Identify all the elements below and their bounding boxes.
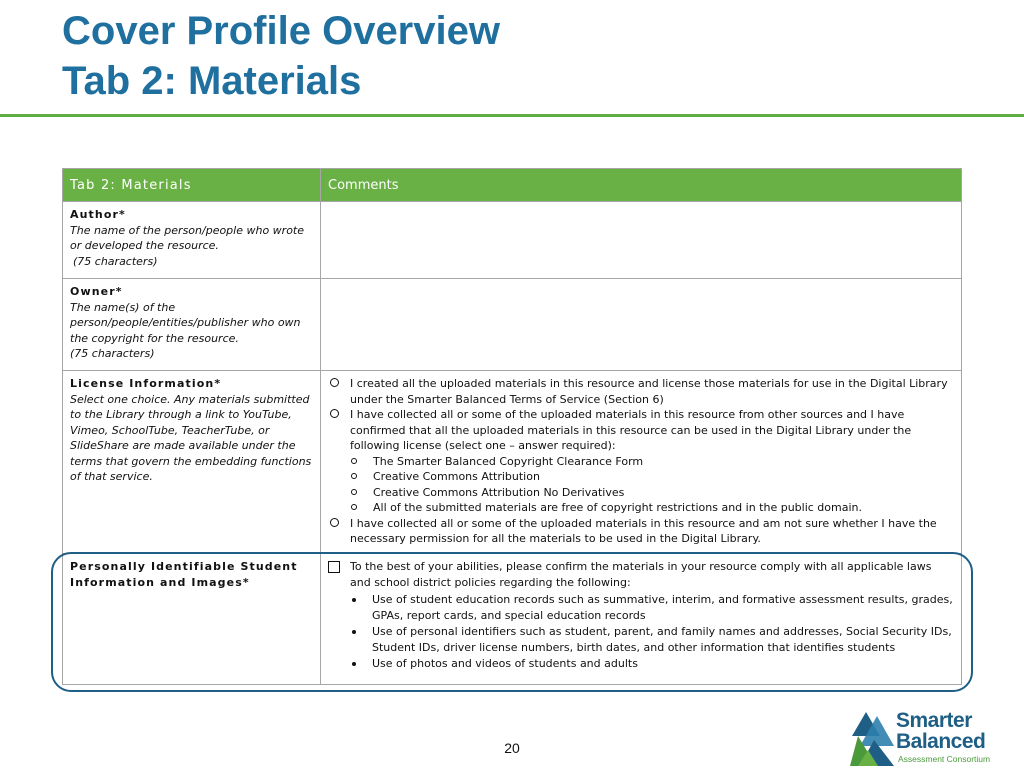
sub-option-marker-icon <box>351 504 357 510</box>
license-option-2[interactable] <box>350 407 954 516</box>
author-cell <box>63 202 321 279</box>
title-line-2: Tab 2: Materials <box>62 59 362 103</box>
title-divider <box>0 114 1024 117</box>
row-pii <box>63 554 962 685</box>
owner-cell <box>63 279 321 371</box>
sub-option-marker-icon <box>351 473 357 479</box>
page-number: 20 <box>504 740 520 756</box>
pii-bullet <box>372 656 954 672</box>
row-owner <box>63 279 962 371</box>
radio-icon[interactable] <box>330 518 339 527</box>
license-description: Select one choice. Any materials submitted to the Library through a link to YouTube, Vimeo, SchoolTube, TeacherTube, or SlideShare are made available under the terms that govern the embedding functions of that service. <box>70 392 312 483</box>
header-tab-materials: Tab 2: Materials <box>63 169 321 202</box>
bullet-icon <box>352 630 356 634</box>
sub-option-label: Creative Commons Attribution <box>373 470 540 483</box>
table-header-row <box>63 169 962 202</box>
pii-content-cell <box>321 554 962 685</box>
owner-description: The name(s) of the person/people/entities/publisher who own the copyright for the resource. <box>70 300 301 345</box>
pii-bullets <box>328 592 954 672</box>
license-option-label: I have collected all or some of the uploaded materials in this resource and am not sure whether I have the necessary permission for all the materials to be used in the Digital Library. <box>350 516 937 545</box>
license-options <box>328 376 954 547</box>
radio-icon[interactable] <box>330 409 339 418</box>
owner-limit: (75 characters) <box>70 347 155 360</box>
logo-word-balanced: Balanced <box>896 730 986 753</box>
bullet-icon <box>352 662 356 666</box>
sub-option-3[interactable] <box>373 485 954 501</box>
license-label: License Information* <box>70 377 222 390</box>
row-author <box>63 202 962 279</box>
bullet-icon <box>352 598 356 602</box>
materials-table <box>62 168 962 685</box>
author-label: Author* <box>70 208 126 221</box>
license-options-cell <box>321 371 962 554</box>
owner-label: Owner* <box>70 285 123 298</box>
license-sub-options <box>328 454 954 516</box>
smarter-balanced-logo <box>850 704 1024 768</box>
radio-icon[interactable] <box>330 378 339 387</box>
license-option-label: I created all the uploaded materials in this resource and license those materials for use in the Digital Library under the Smarter Balanced Terms of Service (Section 6) <box>350 377 948 406</box>
sub-option-1[interactable] <box>373 454 954 470</box>
slide-title <box>62 6 500 106</box>
logo-tagline: Assessment Consortium <box>898 754 991 764</box>
author-limit: (75 characters) <box>73 254 158 268</box>
pii-cell <box>63 554 321 685</box>
license-option-1[interactable] <box>350 376 954 407</box>
sub-option-marker-icon <box>351 458 357 464</box>
logo-word-smarter: Smarter <box>896 709 972 732</box>
pii-bullet <box>372 624 954 655</box>
license-option-3[interactable] <box>350 516 954 547</box>
header-comments: Comments <box>321 169 962 202</box>
pii-bullet-text: Use of student education records such as summative, interim, and formative assessment results, grades, GPAs, report cards, and special education records <box>372 593 953 622</box>
sub-option-2[interactable] <box>373 469 954 485</box>
author-description: The name of the person/people who wrote or developed the resource. <box>70 223 305 252</box>
sub-option-label: The Smarter Balanced Copyright Clearance Form <box>373 454 644 468</box>
pii-label: Personally Identifiable Student Information and Images* <box>70 560 298 589</box>
row-license <box>63 371 962 554</box>
sub-option-label: All of the submitted materials are free of copyright restrictions and in the public domain. <box>373 501 863 514</box>
sub-option-4[interactable] <box>373 500 954 516</box>
pii-bullet-text: Use of personal identifiers such as student, parent, and family names and addresses, Social Security IDs, Student IDs, driver license numbers, birth dates, and other information that identifies students <box>372 625 952 654</box>
owner-comments-cell[interactable] <box>321 279 962 371</box>
license-cell <box>63 371 321 554</box>
title-line-1: Cover Profile Overview <box>62 9 500 53</box>
license-option-label: I have collected all or some of the uploaded materials in this resource from other sources and I have confirmed that all the uploaded materials in this resource can be used in the Digital Library under the following license (select one – answer required): <box>350 408 912 452</box>
pii-confirm-item[interactable] <box>328 559 954 590</box>
checkbox-icon[interactable] <box>328 561 340 573</box>
sub-option-label: Creative Commons Attribution No Derivatives <box>373 485 625 499</box>
mountain-triangles-icon <box>850 710 896 766</box>
pii-statement: To the best of your abilities, please confirm the materials in your resource comply with all applicable laws and school district policies regarding the following: <box>350 560 932 589</box>
author-comments-cell[interactable] <box>321 202 962 279</box>
sub-option-marker-icon <box>351 489 357 495</box>
pii-bullet-text: Use of photos and videos of students and adults <box>372 657 638 670</box>
pii-bullet <box>372 592 954 623</box>
